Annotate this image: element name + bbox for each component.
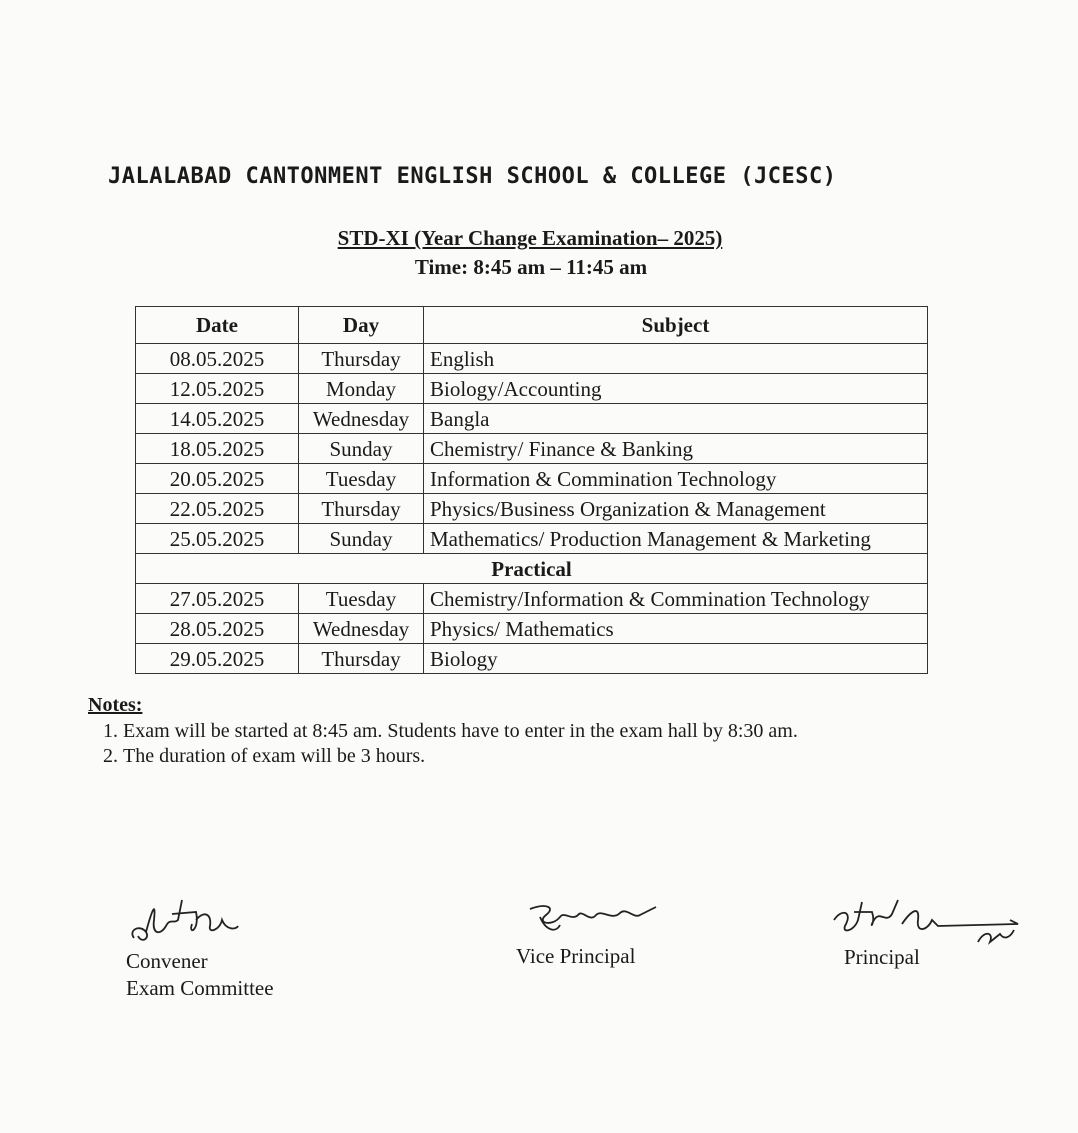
row-day: Thursday	[299, 494, 424, 524]
row-subject: Mathematics/ Production Management & Marketing	[424, 524, 928, 554]
notes-title: Notes:	[88, 694, 143, 716]
vice-principal-signature	[516, 895, 666, 943]
convener-signature-block	[126, 890, 274, 1002]
row-day: Sunday	[299, 434, 424, 464]
vice-principal-signature-block	[516, 895, 666, 970]
row-date: 14.05.2025	[136, 404, 299, 434]
row-date: 18.05.2025	[136, 434, 299, 464]
row-day: Sunday	[299, 524, 424, 554]
exam-title	[0, 226, 1060, 251]
principal-role: Principal	[844, 945, 920, 969]
table-row	[136, 434, 928, 464]
row-subject: Information & Commination Technology	[424, 464, 928, 494]
table-row	[136, 344, 928, 374]
row-date: 27.05.2025	[136, 584, 299, 614]
convener-signature	[126, 890, 246, 948]
exam-time: Time: 8:45 am – 11:45 am	[414, 255, 648, 279]
principal-signature-block	[828, 890, 1028, 971]
row-subject: Biology/Accounting	[424, 374, 928, 404]
row-day: Thursday	[299, 644, 424, 674]
header-date: Date	[136, 307, 299, 344]
header-subject: Subject	[424, 307, 928, 344]
row-day: Wednesday	[299, 404, 424, 434]
row-date: 25.05.2025	[136, 524, 299, 554]
table-row	[136, 644, 928, 674]
exam-committee-label: Exam Committee	[126, 976, 274, 1000]
table-row	[136, 464, 928, 494]
convener-role: Convener	[126, 949, 208, 973]
school-name: JALALABAD CANTONMENT ENGLISH SCHOOL & COLLEGE (JCESC)	[108, 164, 837, 189]
principal-signature	[828, 890, 1028, 950]
row-subject: Physics/Business Organization & Management	[424, 494, 928, 524]
row-date: 29.05.2025	[136, 644, 299, 674]
vice-principal-role: Vice Principal	[516, 944, 636, 968]
header-day: Day	[299, 307, 424, 344]
table-row	[136, 404, 928, 434]
row-subject: English	[424, 344, 928, 374]
note-item: 2. The duration of exam will be 3 hours.	[123, 744, 988, 769]
row-date: 28.05.2025	[136, 614, 299, 644]
practical-label: Practical	[136, 554, 928, 584]
row-date: 12.05.2025	[136, 374, 299, 404]
row-day: Thursday	[299, 344, 424, 374]
row-date: 20.05.2025	[136, 464, 299, 494]
row-day: Tuesday	[299, 584, 424, 614]
notes-list	[88, 719, 988, 769]
notes-section	[88, 694, 988, 769]
row-day: Tuesday	[299, 464, 424, 494]
practical-section-row	[136, 554, 928, 584]
row-subject: Chemistry/ Finance & Banking	[424, 434, 928, 464]
exam-title-text: STD-XI (Year Change Examination– 2025)	[337, 226, 723, 250]
row-date: 08.05.2025	[136, 344, 299, 374]
row-day: Monday	[299, 374, 424, 404]
table-row	[136, 614, 928, 644]
row-day: Wednesday	[299, 614, 424, 644]
row-date: 22.05.2025	[136, 494, 299, 524]
exam-schedule-table	[135, 306, 928, 674]
row-subject: Chemistry/Information & Commination Technology	[424, 584, 928, 614]
table-row	[136, 584, 928, 614]
table-row	[136, 524, 928, 554]
table-header-row	[136, 307, 928, 344]
table-row	[136, 374, 928, 404]
row-subject: Biology	[424, 644, 928, 674]
row-subject: Bangla	[424, 404, 928, 434]
row-subject: Physics/ Mathematics	[424, 614, 928, 644]
table-row	[136, 494, 928, 524]
note-item: 1. Exam will be started at 8:45 am. Students have to enter in the exam hall by 8:30 am.	[123, 719, 988, 744]
